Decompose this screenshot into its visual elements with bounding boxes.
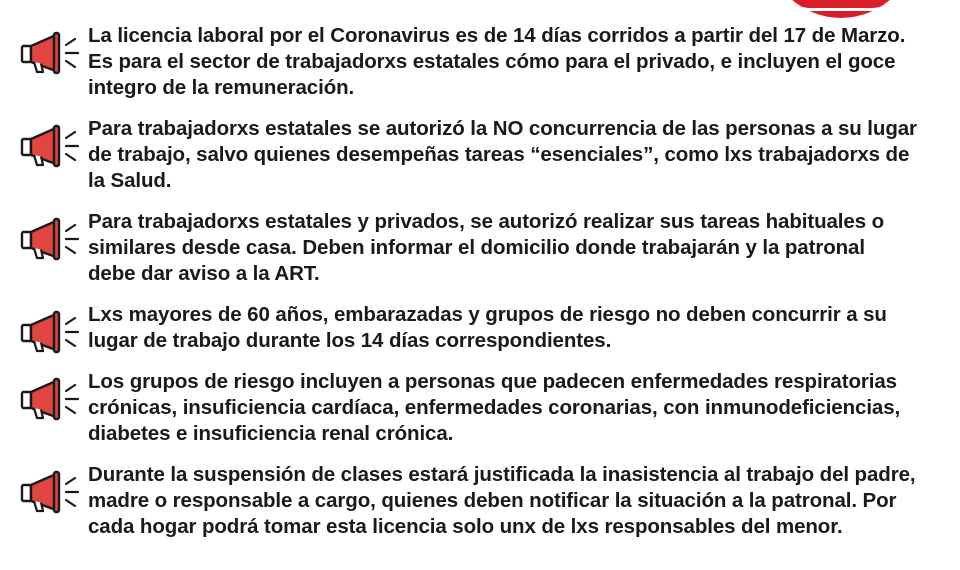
text-line: debe dar aviso a la ART. xyxy=(88,262,320,285)
text-line: Es para el sector de trabajadorxs estatales cómo para el privado, e incluyen el goce xyxy=(88,50,896,73)
list-item xyxy=(0,302,960,354)
list-item xyxy=(0,116,960,194)
megaphone-icon xyxy=(18,377,84,421)
text-line: Para trabajadorxs estatales se autorizó la NO concurrencia de las personas a su lugar xyxy=(88,117,917,140)
text-line: Los grupos de riesgo incluyen a personas que padecen enfermedades respiratorias xyxy=(88,370,897,393)
bullet-list xyxy=(0,23,960,555)
megaphone-icon xyxy=(18,470,84,514)
list-item xyxy=(0,462,960,540)
text-line: Para trabajadorxs estatales y privados, se autorizó realizar sus tareas habituales o xyxy=(88,210,885,233)
text-line: similares desde casa. Deben informar el domicilio donde trabajarán y la patronal xyxy=(88,236,865,259)
list-item-text xyxy=(88,302,940,354)
corner-badge-logo xyxy=(766,0,916,18)
megaphone-icon xyxy=(18,310,84,354)
text-line: integro de la remuneración. xyxy=(88,76,355,99)
text-line: cada hogar podrá tomar esta licencia solo unx de lxs responsables del menor. xyxy=(88,515,843,538)
list-item xyxy=(0,209,960,287)
text-line: la Salud. xyxy=(88,169,172,192)
text-line: de trabajo, salvo quienes desempeñas tareas “esenciales”, como lxs trabajadorxs de xyxy=(88,143,910,166)
text-line: Lxs mayores de 60 años, embarazadas y grupos de riesgo no deben concurrir a su xyxy=(88,303,887,326)
list-item xyxy=(0,23,960,101)
list-item-text xyxy=(88,116,940,194)
list-item-text xyxy=(88,462,940,540)
text-line: La licencia laboral por el Coronavirus es de 14 días corridos a partir del 17 de Marzo. xyxy=(88,24,906,47)
list-item-text xyxy=(88,23,940,101)
text-line: lugar de trabajo durante los 14 días correspondientes. xyxy=(88,329,612,352)
megaphone-icon xyxy=(18,217,84,261)
megaphone-icon xyxy=(18,31,84,75)
text-line: diabetes e insuficiencia renal crónica. xyxy=(88,422,454,445)
megaphone-icon xyxy=(18,124,84,168)
text-line: madre o responsable a cargo, quienes deben notificar la situación a la patronal. Por xyxy=(88,489,897,512)
text-line: crónicas, insuficiencia cardíaca, enfermedades coronarias, con inmunodeficiencias, xyxy=(88,396,901,419)
list-item-text xyxy=(88,369,940,447)
list-item xyxy=(0,369,960,447)
text-line: Durante la suspensión de clases estará justificada la inasistencia al trabajo del padre, xyxy=(88,463,916,486)
corner-badge-ring xyxy=(776,0,906,11)
list-item-text xyxy=(88,209,940,287)
